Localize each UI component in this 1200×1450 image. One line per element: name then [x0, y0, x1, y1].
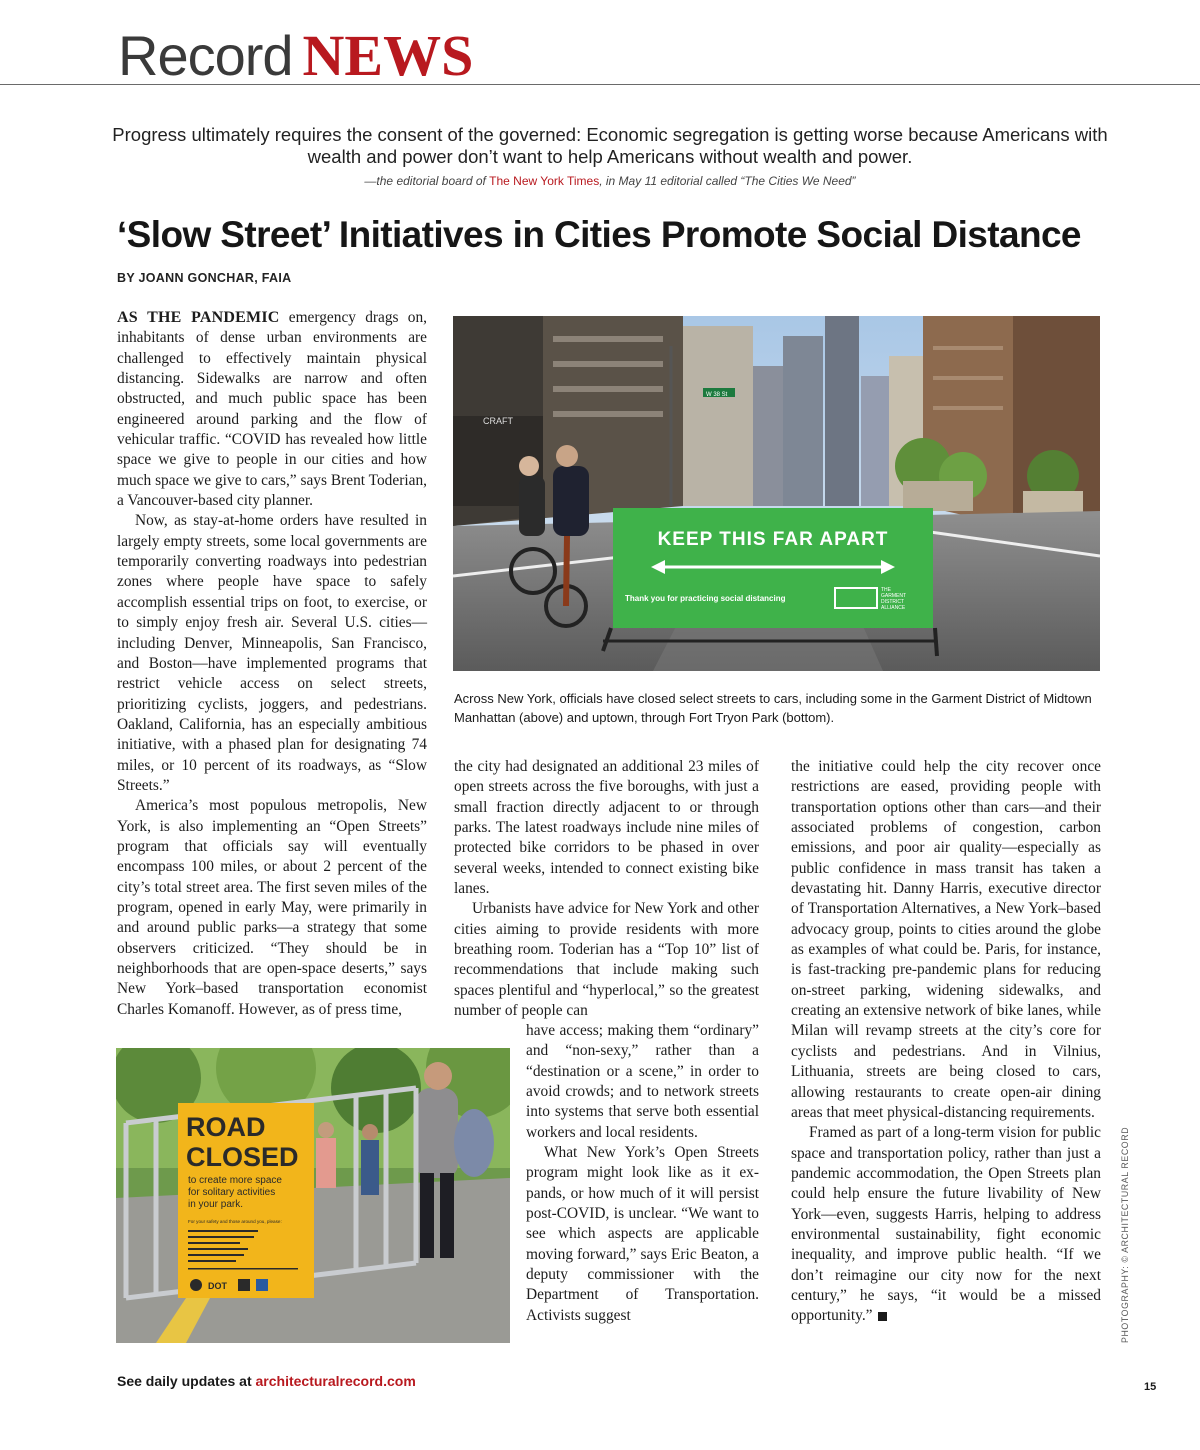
- masthead-record: Record: [118, 24, 293, 87]
- photo-credit: PHOTOGRAPHY: © ARCHITECTURAL RECORD: [1120, 1126, 1130, 1343]
- byline: BY JOANN GONCHAR, FAIA: [117, 271, 292, 285]
- paragraph-4: the city had designated an additional 23 miles of open streets across the five boroughs, with just a small fraction directly adjacent to or through parks. The latest roadways include nine miles of protected bike corridors to be phased in over several weeks, intended to connect existing bike lanes.: [454, 758, 759, 898]
- sign-sub-1: to create more space: [188, 1175, 282, 1186]
- footer-prefix: See daily updates at: [117, 1373, 256, 1389]
- street-sign: W 38 St: [706, 392, 728, 398]
- article-column-2-continued: [526, 1021, 759, 1326]
- paragraph-1-text: emergency drags on, inhabitants of dense urban environments are challenged to effectively maintain physical distancing. Sidewalks are narrow and often obstructed, and much public space has been engineered around parking and the flow of vehicular traffic. “COVID has revealed how little space we give to people in our cities and how much space we give to cars,” says Brent Toderian, a Vancouver-based city planner.: [117, 309, 427, 510]
- garment-district-photo: [453, 316, 1100, 671]
- sign-safety: For your safety and those around you, please:: [188, 1219, 282, 1224]
- article-column-2: [454, 757, 759, 1021]
- paragraph-1: [117, 308, 427, 511]
- quote-source-prefix: —the editorial board of: [364, 174, 490, 188]
- quote-source-suffix: , in May 11 editorial called “The Cities We Need”: [599, 174, 856, 188]
- pull-quote: Progress ultimately requires the consent of the governed: Economic segregation is getting worse because Americans with wealth and power don’t want to help Americans without wealth and power.: [112, 124, 1108, 167]
- sign-keep-apart: KEEP THIS FAR APART: [657, 529, 889, 550]
- sign-road: ROAD: [186, 1112, 266, 1142]
- paragraph-3: America’s most populous metropolis, New York, is also implementing an “Open Streets” program that officials say will eventually encompass 100 miles, or about 2 percent of the city’s total street area. The first seven miles of the program, opened in early May, were primarily in and around public parks—a strategy that some observers criticized. “They should be in neighborhoods that are open-space deserts,” says New York–based transportation economist Charles Komanoff. However, as of press time,: [117, 797, 427, 1018]
- fort-tryon-park-photo: [116, 1048, 510, 1343]
- sign-org-2: GARMENT: [881, 593, 906, 599]
- masthead: [118, 22, 474, 88]
- sign-thanks: Thank you for practicing social distancing: [625, 594, 786, 603]
- masthead-rule: [0, 84, 1200, 85]
- sign-closed: CLOSED: [186, 1142, 299, 1172]
- sign-org-4: ALLIANCE: [881, 605, 906, 611]
- sign-sub-3: in your park.: [188, 1199, 244, 1210]
- paragraph-5: Urbanists have advice for New York and other cities aiming to provide residents with more breathing room. Toderian has a “Top 10” list of recommendations that include making such spaces plentiful and “hyperlocal,” so the greatest number of people can: [454, 900, 759, 1020]
- sign-org-1: THE: [881, 587, 891, 593]
- quote-source-publication: The New York Times: [489, 174, 600, 188]
- sign-org-3: DISTRICT: [881, 599, 905, 605]
- sign-sub-2: for solitary activities: [188, 1187, 276, 1198]
- article-column-3: [791, 757, 1101, 1327]
- paragraph-8: the initiative could help the city recover once restrictions are eased, providing people with transportation options other than cars—and their associated problems of congestion, carbon emissions, and poor air quality—especially as public confidence in mass transit has taken a devastating hit. Danny Harris, executive director of Transportation Alternatives, a New York–based advocacy group, points to cities around the globe as examples of what could be. Paris, for instance, is fast-tracking pre-pandemic plans for reducing on-street parking, widening sidewalks, and creating an extensive network of bike lanes, while Milan will revamp streets at the city’s core for cyclists and pedestrians. And in Vilnius, Lithuania, streets are being closed to cars, allowing restaurants to create open-air dining areas that meet physical-distancing requirements.: [791, 758, 1101, 1121]
- footer-updates: [117, 1373, 416, 1389]
- page-number: 15: [1144, 1381, 1157, 1393]
- storefront-sign: CRAFT: [483, 416, 513, 426]
- pull-quote-source: [110, 174, 1110, 188]
- photo-caption: Across New York, officials have closed select streets to cars, including some in the Garment District of Midtown Manhattan (above) and uptown, through Fort Tryon Park (bottom).: [454, 691, 1092, 725]
- paragraph-9: [791, 1123, 1101, 1326]
- paragraph-9-text: Framed as part of a long-term vision for public space and transportation policy, rather than just a pandemic accommodation, the Open Streets plan could help ensure the future livability of New York—even, suggests Harris, helping to address environmental sustainability, fight economic inequality, and improve public health. “If we don’t reimagine our city now for the next century,” he says, “it would be a missed opportunity.”: [791, 1124, 1101, 1325]
- sign-dot: DOT: [208, 1281, 227, 1291]
- end-mark-icon: [878, 1312, 887, 1321]
- article-column-1: [117, 308, 427, 1020]
- website-link[interactable]: architecturalrecord.com: [255, 1373, 416, 1389]
- paragraph-6: have access; making them “ordinary” and “non-sexy,” rather than a “destination or a scene,” in order to avoid crowds; and to network streets into systems that serve both essential workers and local residents.: [526, 1022, 759, 1141]
- paragraph-7: What New York’s Open Streets program might look like as it expands, or how much of it will persist post-COVID, is unclear. “We want to see which aspects are applicable moving forward,” says Eric Beaton, a deputy commissioner with the Department of Transportation. Activists suggest: [526, 1144, 759, 1324]
- paragraph-2: Now, as stay-at-home orders have resulted in largely empty streets, some local governments are temporarily converting roadways into pedestrian zones where people have space to safely accomplish essential trips on foot, to exercise, or to simply enjoy fresh air. Several U.S. cities—including Denver, Minneapolis, San Francisco, and Boston—have implemented programs that restrict vehicle access on select streets, prioritizing cyclists, joggers, and pedestrians. Oakland, California, has an especially ambitious initiative, with a phased plan for designating 74 miles, or 10 percent of its roadways, as “Slow Streets.”: [117, 512, 427, 794]
- article-headline: ‘Slow Street’ Initiatives in Cities Promote Social Distance: [117, 214, 1081, 255]
- lead-in: AS THE PANDEMIC: [117, 309, 280, 326]
- masthead-news: NEWS: [302, 23, 474, 88]
